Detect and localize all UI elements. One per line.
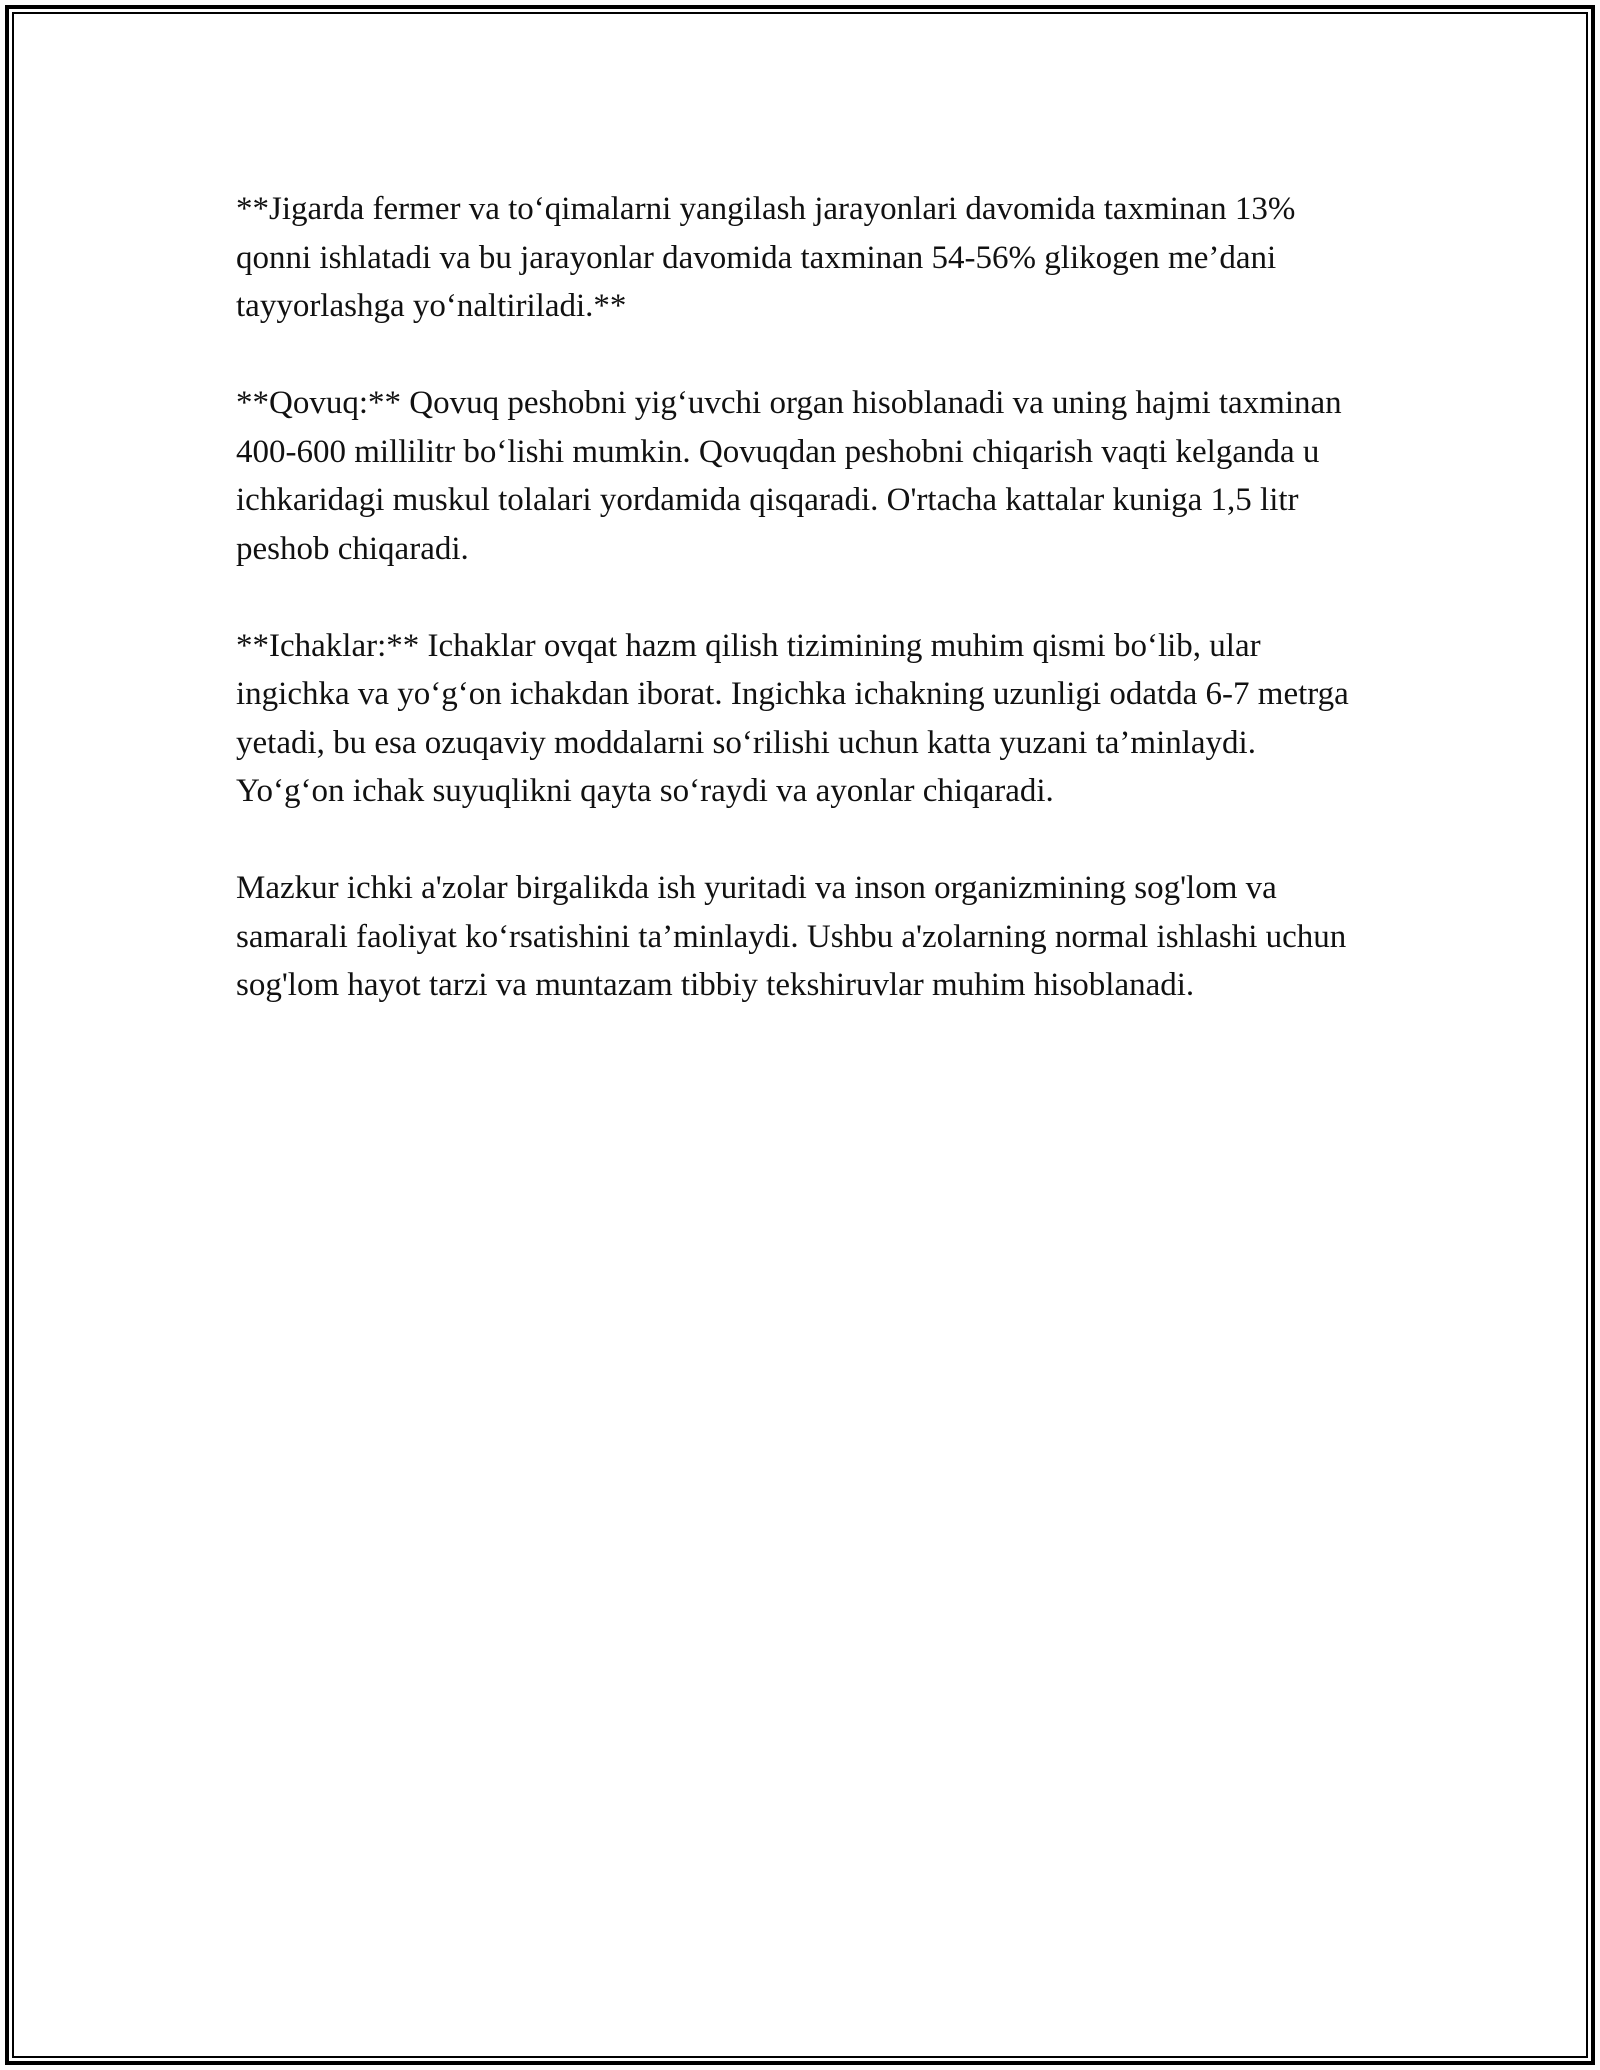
paragraph-liver: **Jigarda fermer va to‘qimalarni yangilash jarayonlari davomida taxminan 13% qonni ishlatadi va bu jarayonlar davomida taxminan 54-56% glikogen me’dani tayyorlashga yo‘naltiriladi.** [236,191,1296,324]
paragraph-intestines: **Ichaklar:** Ichaklar ovqat hazm qilish tizimining muhim qismi bo‘lib, ular ingichka va yo‘g‘on ichakdan iborat. Ingichka ichakning uzunligi odatda 6-7 metrga yetadi, bu esa ozuqaviy moddalarni so‘rilishi uchun katta yuzani ta’minlaydi. Yo‘g‘on ichak suyuqlikni qayta so‘raydi va ayonlar chiqaradi. [236,627,1349,809]
paragraph-bladder: **Qovuq:** Qovuq peshobni yig‘uvchi organ hisoblanadi va uning hajmi taxminan 400-600 millilitr bo‘lishi mumkin. Qovuqdan peshobni chiqarish vaqti kelganda u ichkaridagi muskul tolalari yordamida qisqaradi. O'rtacha kattalar kuniga 1,5 litr peshob chiqaradi. [236,385,1342,567]
document-body [236,185,1356,1058]
paragraph-conclusion: Mazkur ichki a'zolar birgalikda ish yuritadi va inson organizmining sog'lom va samarali faoliyat ko‘rsatishini ta’minlaydi. Ushbu a'zolarning normal ishlashi uchun sog'lom hayot tarzi va muntazam tibbiy tekshiruvlar muhim hisoblanadi. [236,870,1347,1003]
